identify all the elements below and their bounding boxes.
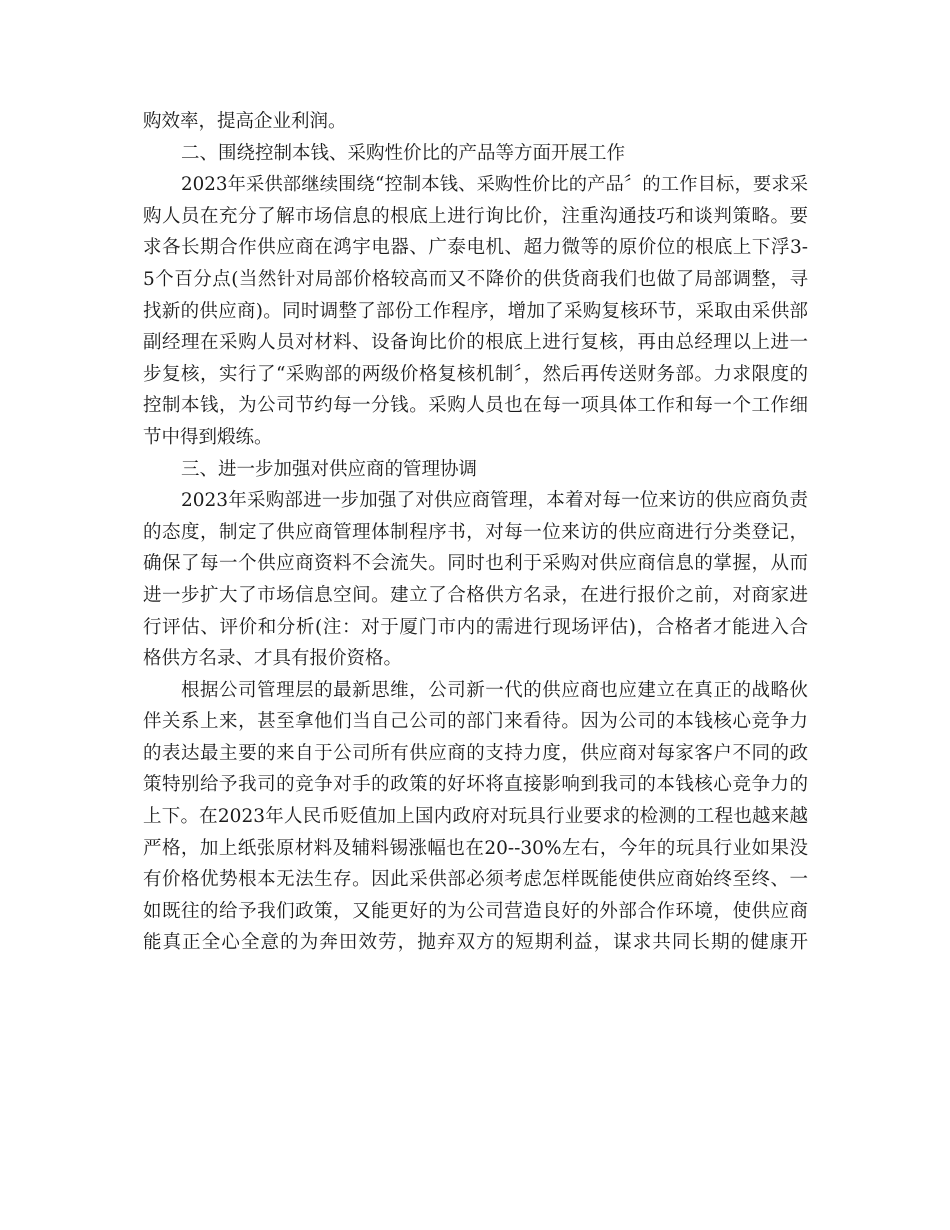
text-line: 的态度，制定了供应商管理体制程序书，对每一位来访的供应商进行分类登记， bbox=[143, 521, 808, 543]
text-line: 确保了每一个供应商资料不会流失。同时也利于采购对供应商信息的掌握，从而 bbox=[143, 553, 808, 575]
text-line: 行评估、评价和分析(注：对于厦门市内的需进行现场评估)，合格者才能进入合 bbox=[143, 616, 808, 638]
text-line: 节中得到煅练。 bbox=[143, 426, 273, 448]
text-line: 伴关系上来，甚至拿他们当自己公司的部门来看待。因为公司的本钱核心竞争力 bbox=[143, 711, 808, 733]
text-line: 策特别给予我司的竞争对手的政策的好坏将直接影响到我司的本钱核心竞争力的 bbox=[143, 774, 808, 796]
text-line: 能真正全心全意的为奔田效劳，抛弃双方的短期利益，谋求共同长期的健康开 bbox=[143, 932, 808, 954]
text-line: 严格，加上纸张原材料及辅料锡涨幅也在20--30%左右，今年的玩具行业如果没 bbox=[143, 837, 808, 859]
paragraph-first-line: 2023年采购部进一步加强了对供应商管理，本着对每一位来访的供应商负责 bbox=[181, 490, 808, 512]
paragraph-first-line: 根据公司管理层的最新思维，公司新一代的供应商也应建立在真正的战略伙 bbox=[181, 679, 808, 701]
paragraph-first-line: 三、进一步加强对供应商的管理协调 bbox=[181, 458, 478, 480]
document-body bbox=[143, 106, 808, 959]
text-line: 有价格优势根本无法生存。因此采供部必须考虑怎样既能使供应商始终至终、一 bbox=[143, 869, 808, 891]
text-line: 求各长期合作供应商在鸿宇电器、广泰电机、超力微等的原价位的根底上下浮3- bbox=[143, 237, 808, 259]
text-line: 进一步扩大了市场信息空间。建立了合格供方名录，在进行报价之前，对商家进 bbox=[143, 584, 808, 606]
text-line: 找新的供应商)。同时调整了部份工作程序，增加了采购复核环节，采取由采供部 bbox=[143, 300, 808, 322]
text-line: 购效率，提高企业利润。 bbox=[143, 111, 347, 132]
paragraph-first-line: 2023年采供部继续围绕“控制本钱、采购性价比的产品〞的工作目标，要求采 bbox=[181, 174, 808, 196]
text-line: 控制本钱，为公司节约每一分钱。采购人员也在每一项具体工作和每一个工作细 bbox=[143, 395, 808, 417]
text-line: 格供方名录、才具有报价资格。 bbox=[143, 648, 403, 670]
paragraph-first-line: 二、围绕控制本钱、采购性价比的产品等方面开展工作 bbox=[181, 142, 626, 164]
text-line: 副经理在采购人员对材料、设备询比价的根底上进行复核，再由总经理以上进一 bbox=[143, 332, 808, 354]
text-line: 如既往的给予我们政策，又能更好的为公司营造良好的外部合作环境，使供应商 bbox=[143, 900, 808, 922]
text-line: 5个百分点(当然针对局部价格较高而又不降价的供货商我们也做了局部调整，寻 bbox=[143, 268, 808, 290]
text-line: 上下。在2023年人民币贬值加上国内政府对玩具行业要求的检测的工程也越来越 bbox=[143, 806, 808, 828]
text-line: 步复核，实行了“采购部的两级价格复核机制〞，然后再传送财务部。力求限度的 bbox=[143, 363, 808, 385]
text-line: 的表达最主要的来自于公司所有供应商的支持力度，供应商对每家客户不同的政 bbox=[143, 742, 808, 764]
text-line: 购人员在充分了解市场信息的根底上进行询比价，注重沟通技巧和谈判策略。要 bbox=[143, 205, 808, 227]
